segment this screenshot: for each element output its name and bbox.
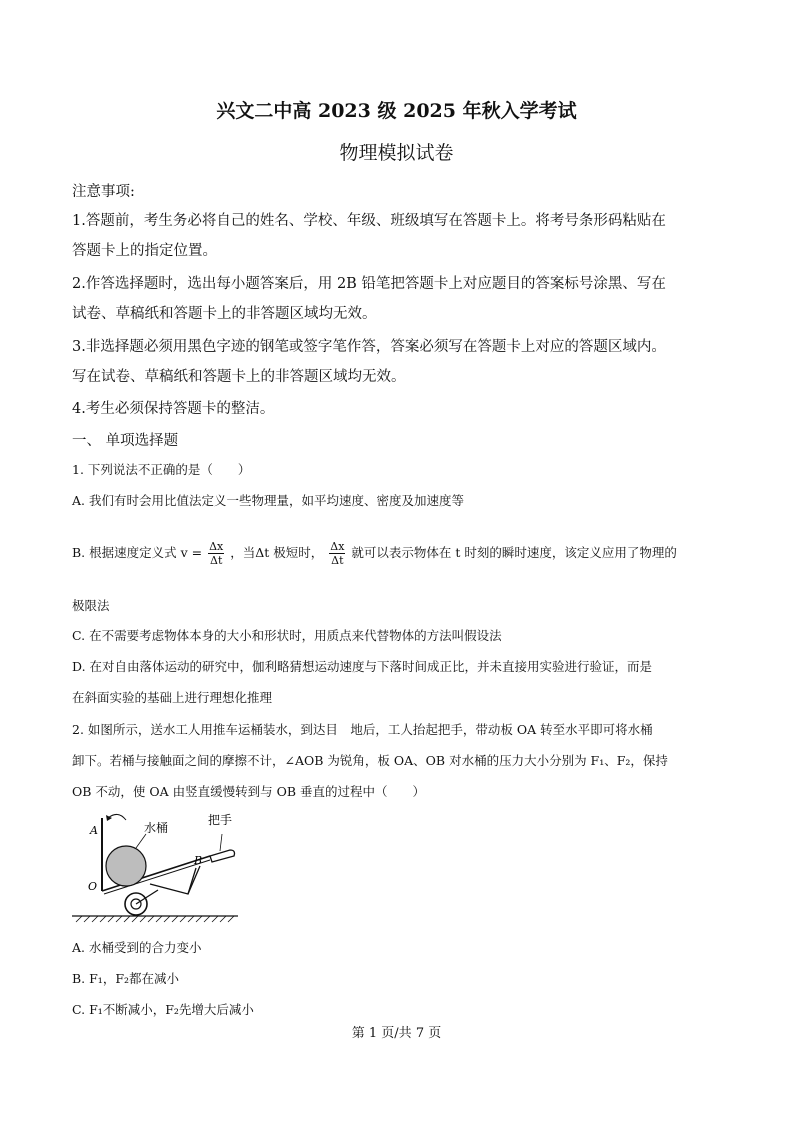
notice-item-2-cont: 试卷、草稿纸和答题卡上的非答题区域均无效。 bbox=[72, 306, 377, 322]
q1-option-c: C. 在不需要考虑物体本身的大小和形状时，用质点来代替物体的方法叫假设法 bbox=[72, 628, 502, 643]
notice-item-1: 1.答题前，考生务必将自己的姓名、学校、年级、班级填写在答题卡上。将考号条形码粘贴在 bbox=[72, 213, 666, 229]
q1-option-b-cont: 极限法 bbox=[72, 598, 110, 613]
q2-stem-line-3: OB 不动，使 OA 由竖直缓慢转到与 OB 垂直的过程中（ ） bbox=[72, 784, 426, 799]
q1-b-text-1: B. 根据速度定义式 v = bbox=[72, 545, 203, 560]
frac-denominator: Δt bbox=[331, 554, 344, 567]
q2-stem-line-1: 2. 如图所示，送水工人用推车运桶装水，到达目 地后，工人抬起把手，带动板 OA 转至水平即可将水桶 bbox=[72, 722, 653, 737]
label-a: A bbox=[90, 824, 98, 837]
exam-title: 兴文二中高 2023 级 2025 年秋入学考试 bbox=[216, 100, 577, 122]
frac-denominator: Δt bbox=[210, 554, 223, 567]
frac-numerator: Δx bbox=[209, 540, 224, 553]
notice-item-1-cont: 答题卡上的指定位置。 bbox=[72, 243, 217, 259]
q1-stem: 1. 下列说法不正确的是（ ） bbox=[72, 462, 251, 477]
q1-b-text-2: ，当Δt 极短时， bbox=[230, 545, 324, 560]
q1-option-d: D. 在对自由落体运动的研究中，伽利略猜想运动速度与下落时间成正比，并未直接用实验进行验证，而是 bbox=[72, 659, 653, 674]
notice-heading: 注意事项: bbox=[72, 184, 135, 200]
notice-item-4: 4.考生必须保持答题卡的整洁。 bbox=[72, 401, 275, 417]
ground-hatching bbox=[76, 916, 234, 922]
notice-item-3-cont: 写在试卷、草稿纸和答题卡上的非答题区域均无效。 bbox=[72, 369, 406, 385]
q2-option-b: B. F₁，F₂都在减小 bbox=[72, 971, 180, 986]
q1-fraction-1 bbox=[208, 540, 224, 567]
label-o: O bbox=[88, 880, 98, 893]
q2-option-a: A. 水桶受到的合力变小 bbox=[72, 940, 202, 955]
q2-option-c: C. F₁不断减小，F₂先增大后减小 bbox=[72, 1002, 254, 1017]
label-bucket: 水桶 bbox=[144, 821, 169, 835]
page-number: 第 1 页/共 7 页 bbox=[351, 1026, 442, 1041]
notice-item-2: 2.作答选择题时，选出每小题答案后，用 2B 铅笔把答题卡上对应题目的答案标号涂黑、写在 bbox=[72, 276, 666, 292]
label-handle: 把手 bbox=[208, 813, 233, 827]
cart-figure bbox=[70, 806, 240, 926]
label-b: B bbox=[194, 854, 203, 867]
q1-option-b bbox=[72, 540, 732, 567]
q1-b-text-3: 就可以表示物体在 t 时刻的瞬时速度，该定义应用了物理的 bbox=[351, 545, 677, 560]
notice-item-3: 3.非选择题必须用黑色字迹的钢笔或签字笔作答，答案必须写在答题卡上对应的答题区域内。 bbox=[72, 339, 666, 355]
q1-option-a: A. 我们有时会用比值法定义一些物理量，如平均速度、密度及加速度等 bbox=[72, 493, 464, 508]
rotation-arrow bbox=[108, 814, 126, 820]
bucket-icon bbox=[106, 846, 146, 886]
q1-fraction-2 bbox=[329, 540, 345, 567]
q1-option-d-cont: 在斜面实验的基础上进行理想化推理 bbox=[72, 690, 273, 705]
section-title: 一、 单项选择题 bbox=[72, 433, 179, 449]
q2-stem-line-2: 卸下。若桶与接触面之间的摩擦不计，∠AOB 为锐角，板 OA、OB 对水桶的压力大小分别为 F₁、F₂，保持 bbox=[72, 753, 668, 768]
handle bbox=[210, 850, 235, 862]
exam-subtitle: 物理模拟试卷 bbox=[339, 142, 454, 164]
frac-numerator: Δx bbox=[330, 540, 345, 553]
